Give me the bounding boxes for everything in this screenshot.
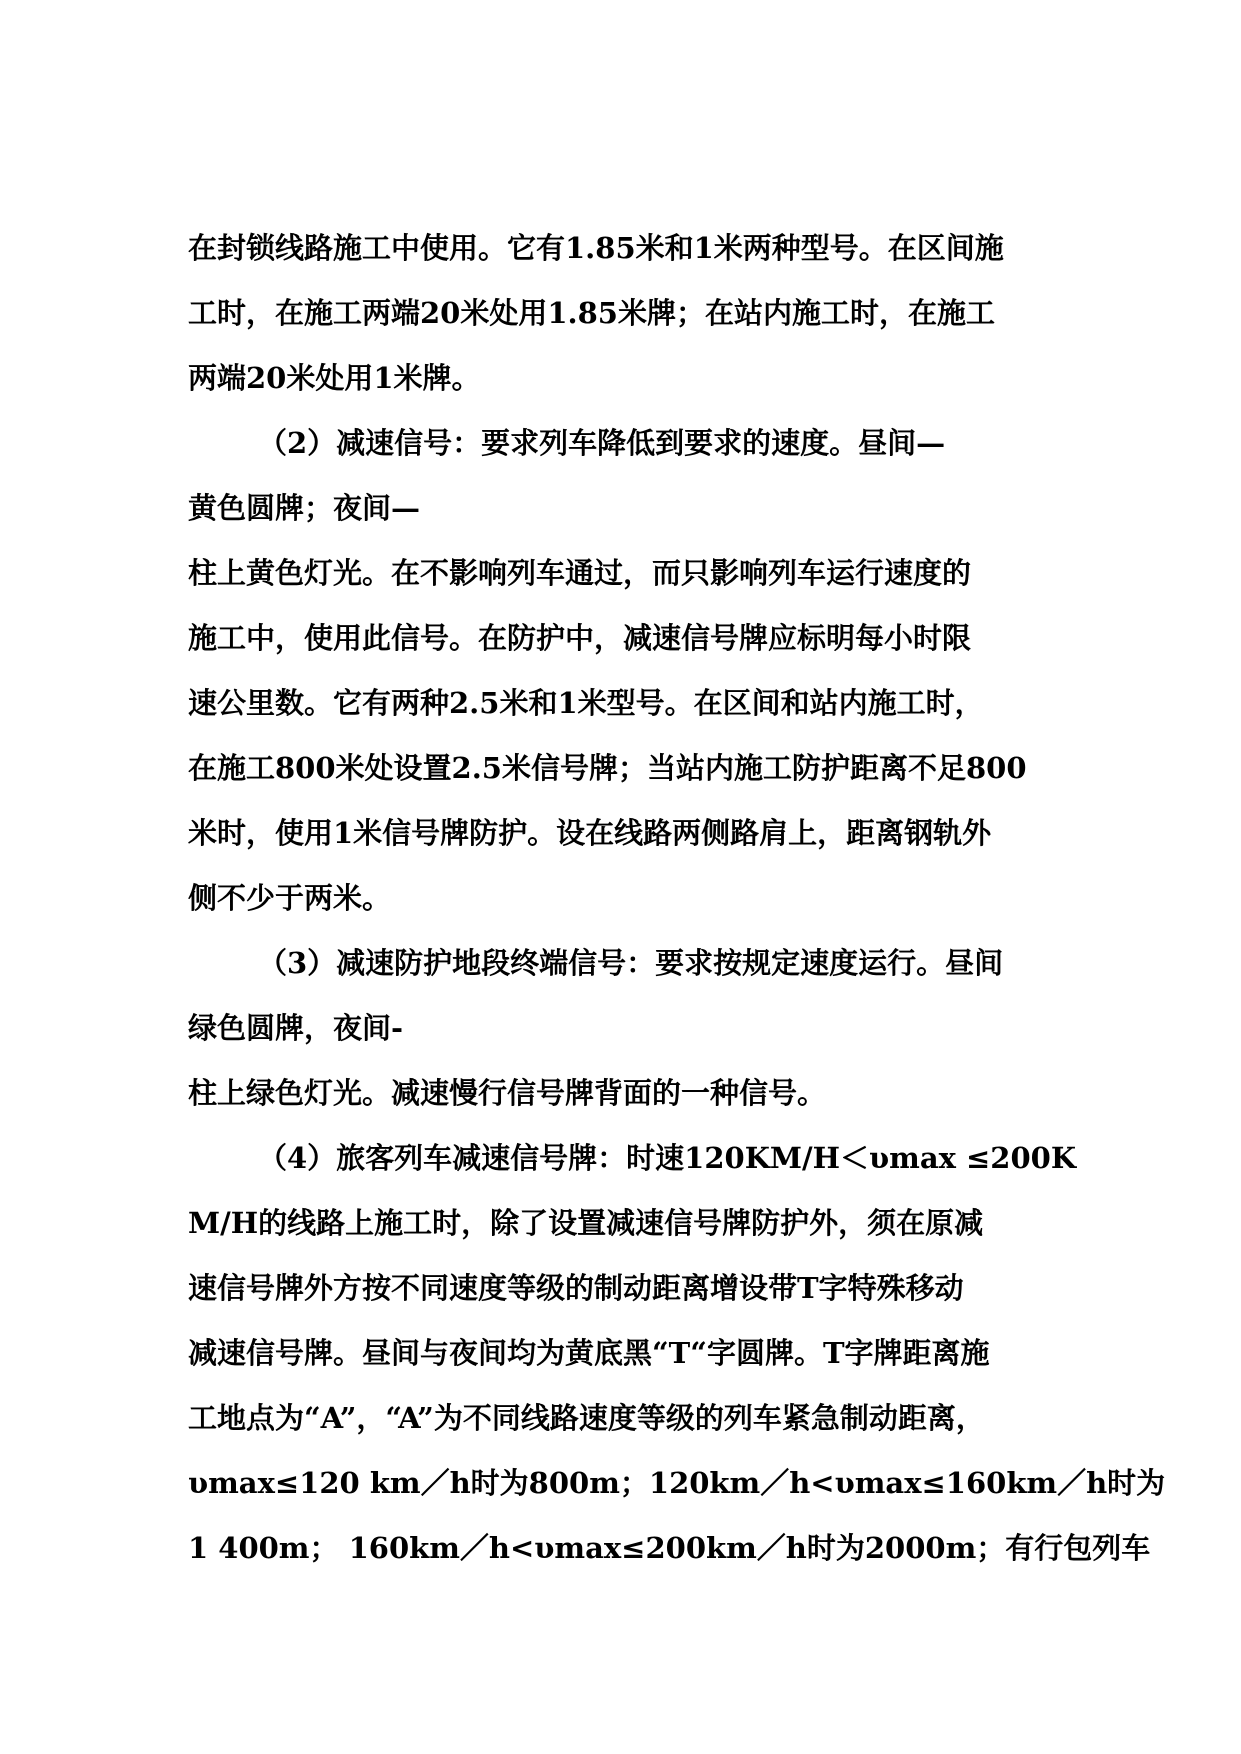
text-line-8: 速公里数。它有两种2.5米和1米型号。在区间和站内施工时， (188, 686, 984, 720)
text-line-15: （4）旅客列车减速信号牌：时速120KM/H＜υmax ≤200K (258, 1141, 1077, 1175)
text-line-1: 在封锁线路施工中使用。它有1.85米和1米两种型号。在区间施 (188, 231, 1004, 265)
text-line-19: 工地点为“A”，“A”为不同线路速度等级的列车紧急制动距离， (188, 1401, 985, 1435)
text-line-11: 侧不少于两米。 (188, 881, 392, 915)
text-line-6: 柱上黄色灯光。在不影响列车通过，而只影响列车运行速度的 (188, 556, 972, 590)
text-line-13: 绿色圆牌，夜间- (188, 1011, 404, 1045)
text-line-7: 施工中，使用此信号。在防护中，减速信号牌应标明每小时限 (188, 621, 972, 655)
text-line-18: 减速信号牌。昼间与夜间均为黄底黑“T“字圆牌。T字牌距离施 (188, 1336, 990, 1370)
text-line-21: 1 400m； 160km／h<υmax≤200km／h时为2000m；有行包列车 (188, 1531, 1151, 1565)
text-line-4: （2）减速信号：要求列车降低到要求的速度。昼间— (258, 426, 946, 460)
text-line-16: M/H的线路上施工时，除了设置减速信号牌防护外，须在原减 (188, 1206, 984, 1240)
text-line-3: 两端20米处用1米牌。 (188, 361, 481, 395)
text-line-14: 柱上绿色灯光。减速慢行信号牌背面的一种信号。 (188, 1076, 827, 1110)
text-line-2: 工时，在施工两端20米处用1.85米牌；在站内施工时，在施工 (188, 296, 995, 330)
text-line-9: 在施工800米处设置2.5米信号牌；当站内施工防护距离不足800 (188, 751, 1027, 785)
text-line-10: 米时，使用1米信号牌防护。设在线路两侧路肩上，距离钢轨外 (188, 816, 992, 850)
text-line-12: （3）减速防护地段终端信号：要求按规定速度运行。昼间 (258, 946, 1004, 980)
text-line-20: υmax≤120 km／h时为800m；120km／h<υmax≤160km／h时为 (188, 1466, 1166, 1500)
text-line-17: 速信号牌外方按不同速度等级的制动距离增设带T字特殊移动 (188, 1271, 964, 1305)
text-line-5: 黄色圆牌；夜间— (188, 491, 421, 525)
